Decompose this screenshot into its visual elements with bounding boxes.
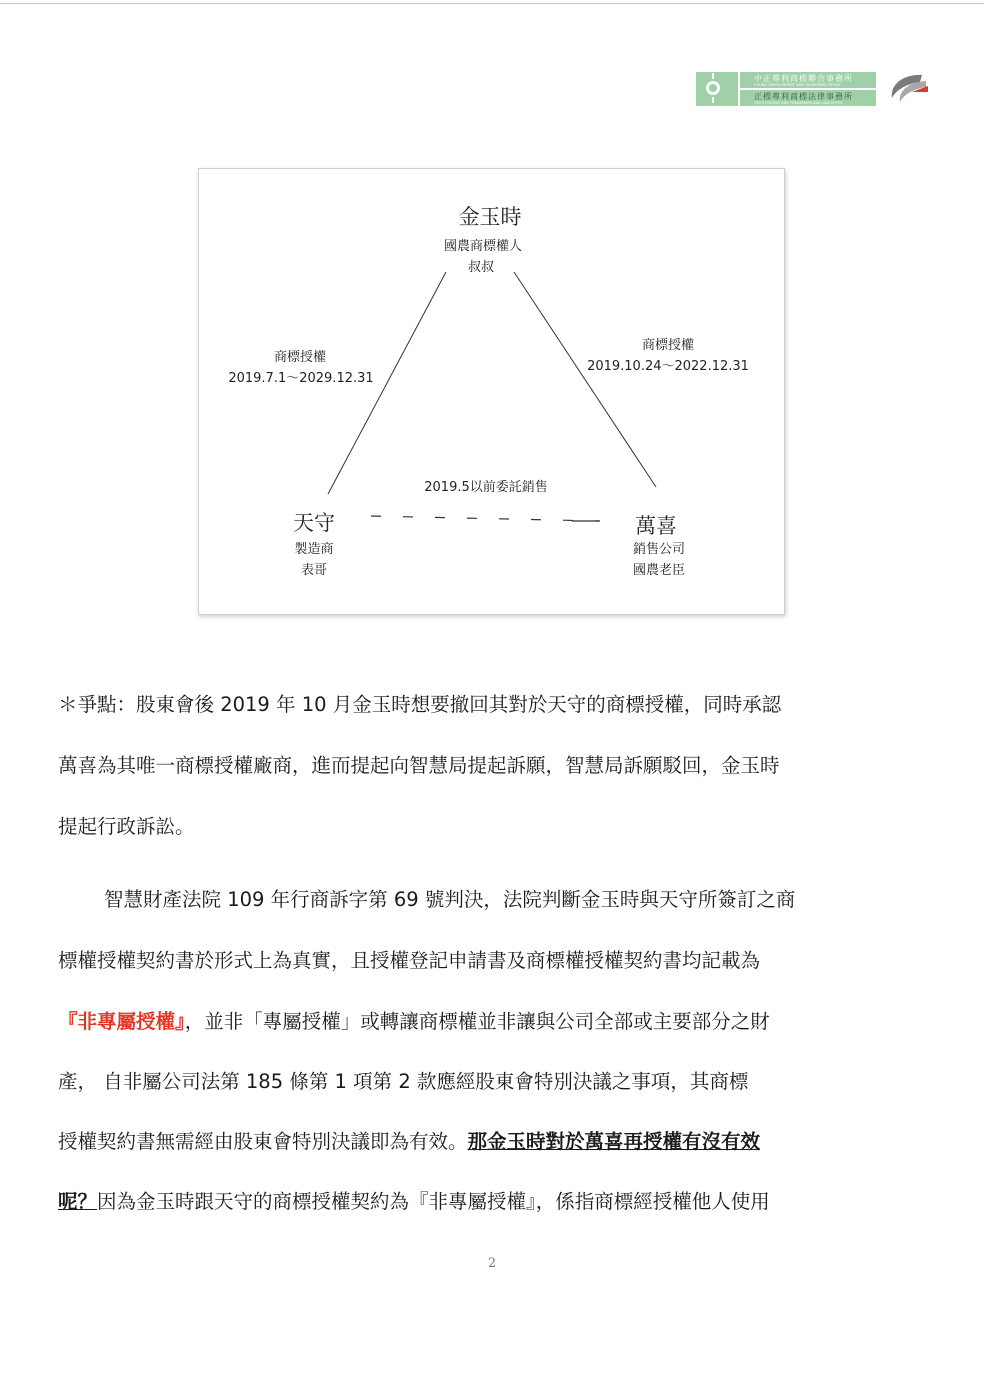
paragraph-1-line-1: ＊爭點：股東會後 2019 年 10 月金玉時想要撤回其對於天守的商標授權，同時承認	[58, 693, 782, 716]
right-node-role: 銷售公司	[632, 542, 686, 557]
swoosh-icon	[882, 72, 930, 106]
paragraph-2-line-5-text: 授權契約書無需經由股東會特別決議即為有效。	[58, 1130, 468, 1153]
left-edge-period: 2019.7.1～2029.12.31	[228, 371, 374, 386]
paragraph-2-line-2: 標權授權契約書於形式上為真實，且授權登記申請書及商標權授權契約書均記載為	[58, 949, 761, 972]
firm-name-1-en: CHUNG CHENG PATENT AND TRADEMARK OFFICE	[754, 83, 841, 87]
license-relationship-diagram	[198, 168, 785, 615]
paragraph-2-line-6-text: 因為金玉時跟天守的商標授權契約為『非專屬授權』，係指商標經授權他人使用	[97, 1190, 770, 1213]
top-node-relation: 叔叔	[467, 260, 495, 275]
paragraph-2-line-1: 智慧財產法院 109 年行商訴字第 69 號判決，法院判斷金玉時與天守所簽訂之商	[104, 888, 796, 911]
paragraph-2-line-4: 產， 自非屬公司法第 185 條第 1 項第 2 款應經股東會特別決議之事項，其商標	[58, 1070, 749, 1093]
bottom-edge-label: 2019.5以前委託銷售	[424, 480, 548, 495]
paragraph-2-line-5	[58, 1126, 760, 1154]
left-edge-title: 商標授權	[273, 350, 327, 365]
right-edge-title: 商標授權	[641, 338, 695, 353]
key-question-part-2: 呢？	[58, 1190, 98, 1213]
firm-name-1: 中正專利商標聯合事務所	[754, 74, 853, 83]
right-node-relation: 國農老臣	[632, 563, 686, 578]
page-top-border	[0, 3, 984, 4]
left-node-role: 製造商	[294, 542, 334, 557]
diagram-lines	[199, 169, 784, 614]
firm-logo	[696, 72, 930, 108]
left-node-relation: 表哥	[300, 563, 328, 578]
bottom-edge-dashed-line	[371, 516, 599, 521]
right-edge-period: 2019.10.24～2022.12.31	[587, 359, 749, 374]
firm-name-2-en: TRUTH PATENT AND TRADEMARK AND LAW OFFICE	[754, 101, 844, 105]
right-node-name: 萬喜	[635, 514, 677, 538]
page-number: 2	[487, 1256, 497, 1271]
paragraph-2-line-6	[58, 1186, 770, 1214]
right-edge-line	[514, 272, 656, 487]
key-question-part-1: 那金玉時對於萬喜再授權有沒有效	[467, 1130, 761, 1153]
top-node-role: 國農商標權人	[443, 239, 523, 254]
paragraph-1-line-2: 萬喜為其唯一商標授權廠商，進而提起向智慧局提起訴願，智慧局訴願駁回，金玉時	[58, 754, 780, 777]
paragraph-2-line-3	[58, 1006, 770, 1034]
left-node-name: 天守	[293, 511, 335, 535]
paragraph-2-line-3-rest: ，並非「專屬授權」或轉讓商標權並非讓與公司全部或主要部分之財	[184, 1010, 770, 1033]
firm-name-2: 正標專利商標法律事務所	[754, 92, 853, 101]
top-node-name: 金玉時	[458, 205, 522, 229]
sun-icon	[696, 72, 738, 106]
paragraph-1-line-3: 提起行政訴訟。	[58, 815, 195, 838]
non-exclusive-license-highlight: 『非專屬授權』	[58, 1010, 185, 1033]
